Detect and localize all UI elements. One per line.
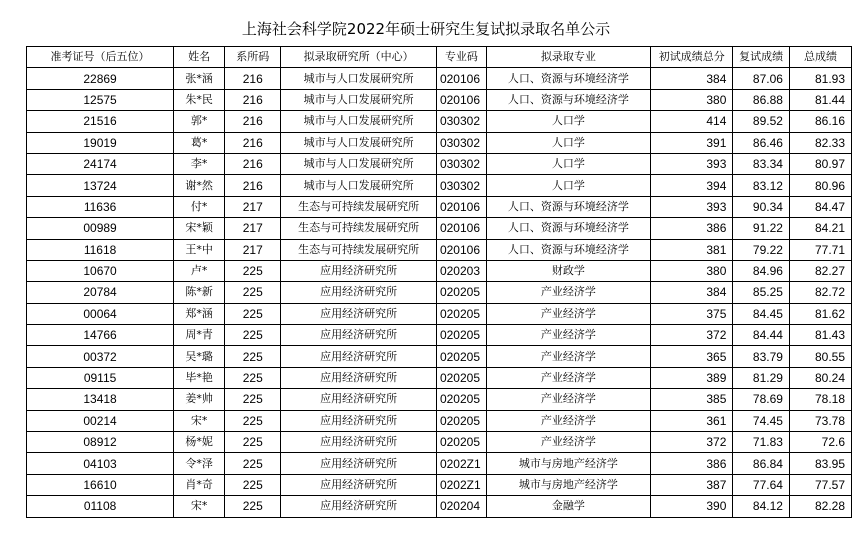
cell-total-score: 82.28 (789, 496, 851, 517)
cell-retest-score: 84.44 (733, 325, 790, 346)
cell-initial-score: 385 (651, 389, 733, 410)
cell-major: 人口、资源与环境经济学 (486, 239, 650, 260)
header-total-score: 总成绩 (789, 47, 851, 68)
cell-major-code: 030302 (436, 111, 486, 132)
cell-name: 毕*艳 (174, 367, 225, 388)
cell-dept-code: 225 (225, 410, 281, 431)
cell-retest-score: 78.69 (733, 389, 790, 410)
cell-retest-score: 83.34 (733, 153, 790, 174)
cell-major: 产业经济学 (486, 282, 650, 303)
cell-major-code: 0202Z1 (436, 453, 486, 474)
cell-major: 产业经济学 (486, 325, 650, 346)
cell-dept-code: 225 (225, 260, 281, 281)
cell-major-code: 020204 (436, 496, 486, 517)
table-row (27, 325, 852, 346)
cell-initial-score: 386 (651, 218, 733, 239)
table-row (27, 282, 852, 303)
cell-retest-score: 86.84 (733, 453, 790, 474)
table-row (27, 196, 852, 217)
cell-major: 产业经济学 (486, 346, 650, 367)
cell-institute: 应用经济研究所 (281, 496, 437, 517)
cell-major: 产业经济学 (486, 303, 650, 324)
header-dept-code: 系所码 (225, 47, 281, 68)
cell-initial-score: 386 (651, 453, 733, 474)
cell-initial-score: 384 (651, 68, 733, 89)
cell-initial-score: 390 (651, 496, 733, 517)
cell-exam-id: 24174 (27, 153, 174, 174)
cell-dept-code: 216 (225, 111, 281, 132)
cell-initial-score: 391 (651, 132, 733, 153)
cell-name: 宋*颖 (174, 218, 225, 239)
cell-major: 产业经济学 (486, 389, 650, 410)
cell-total-score: 73.78 (789, 410, 851, 431)
cell-total-score: 82.72 (789, 282, 851, 303)
cell-exam-id: 00989 (27, 218, 174, 239)
cell-major: 产业经济学 (486, 410, 650, 431)
cell-institute: 应用经济研究所 (281, 346, 437, 367)
cell-major: 金融学 (486, 496, 650, 517)
admission-table (26, 46, 852, 518)
cell-total-score: 81.93 (789, 68, 851, 89)
cell-initial-score: 384 (651, 282, 733, 303)
page-title: 上海社会科学院2022年硕士研究生复试拟录取名单公示 (241, 20, 611, 38)
header-retest-score: 复试成绩 (733, 47, 790, 68)
cell-major: 人口学 (486, 175, 650, 196)
cell-major-code: 030302 (436, 175, 486, 196)
cell-initial-score: 381 (651, 239, 733, 260)
cell-name: 郑*涵 (174, 303, 225, 324)
cell-major: 人口、资源与环境经济学 (486, 196, 650, 217)
table-row (27, 218, 852, 239)
cell-dept-code: 225 (225, 282, 281, 303)
cell-retest-score: 81.29 (733, 367, 790, 388)
cell-exam-id: 09115 (27, 367, 174, 388)
cell-exam-id: 11636 (27, 196, 174, 217)
cell-retest-score: 86.46 (733, 132, 790, 153)
cell-major-code: 020205 (436, 282, 486, 303)
cell-major-code: 020205 (436, 389, 486, 410)
cell-name: 姜*帅 (174, 389, 225, 410)
cell-retest-score: 87.06 (733, 68, 790, 89)
cell-major-code: 0202Z1 (436, 474, 486, 495)
cell-retest-score: 74.45 (733, 410, 790, 431)
table-row (27, 153, 852, 174)
cell-retest-score: 86.88 (733, 89, 790, 110)
cell-initial-score: 393 (651, 153, 733, 174)
cell-exam-id: 12575 (27, 89, 174, 110)
header-exam-id: 准考证号（后五位） (27, 47, 174, 68)
cell-exam-id: 13724 (27, 175, 174, 196)
cell-major-code: 020106 (436, 196, 486, 217)
cell-name: 朱*民 (174, 89, 225, 110)
cell-initial-score: 380 (651, 89, 733, 110)
cell-total-score: 82.33 (789, 132, 851, 153)
cell-institute: 生态与可持续发展研究所 (281, 196, 437, 217)
cell-dept-code: 217 (225, 218, 281, 239)
cell-major: 城市与房地产经济学 (486, 474, 650, 495)
cell-initial-score: 394 (651, 175, 733, 196)
cell-exam-id: 14766 (27, 325, 174, 346)
cell-total-score: 77.71 (789, 239, 851, 260)
cell-total-score: 81.62 (789, 303, 851, 324)
cell-total-score: 72.6 (789, 432, 851, 453)
cell-major-code: 020205 (436, 432, 486, 453)
cell-institute: 应用经济研究所 (281, 389, 437, 410)
cell-retest-score: 90.34 (733, 196, 790, 217)
cell-exam-id: 16610 (27, 474, 174, 495)
cell-dept-code: 225 (225, 474, 281, 495)
cell-institute: 应用经济研究所 (281, 325, 437, 346)
cell-retest-score: 83.79 (733, 346, 790, 367)
cell-exam-id: 11618 (27, 239, 174, 260)
cell-dept-code: 225 (225, 453, 281, 474)
cell-major: 人口、资源与环境经济学 (486, 68, 650, 89)
cell-institute: 城市与人口发展研究所 (281, 132, 437, 153)
cell-exam-id: 01108 (27, 496, 174, 517)
cell-retest-score: 85.25 (733, 282, 790, 303)
cell-exam-id: 13418 (27, 389, 174, 410)
cell-initial-score: 414 (651, 111, 733, 132)
cell-major-code: 020106 (436, 239, 486, 260)
cell-major: 城市与房地产经济学 (486, 453, 650, 474)
cell-retest-score: 77.64 (733, 474, 790, 495)
cell-dept-code: 225 (225, 389, 281, 410)
cell-dept-code: 225 (225, 303, 281, 324)
cell-major-code: 020106 (436, 89, 486, 110)
cell-retest-score: 91.22 (733, 218, 790, 239)
cell-major: 人口学 (486, 153, 650, 174)
cell-total-score: 86.16 (789, 111, 851, 132)
cell-dept-code: 216 (225, 89, 281, 110)
cell-name: 卢* (174, 260, 225, 281)
table-header-row (27, 47, 852, 68)
cell-name: 肖*奇 (174, 474, 225, 495)
cell-retest-score: 83.12 (733, 175, 790, 196)
cell-initial-score: 372 (651, 325, 733, 346)
cell-initial-score: 387 (651, 474, 733, 495)
cell-name: 李* (174, 153, 225, 174)
cell-exam-id: 00214 (27, 410, 174, 431)
cell-initial-score: 380 (651, 260, 733, 281)
cell-major: 产业经济学 (486, 367, 650, 388)
cell-total-score: 81.43 (789, 325, 851, 346)
cell-initial-score: 372 (651, 432, 733, 453)
cell-name: 郭* (174, 111, 225, 132)
cell-major: 财政学 (486, 260, 650, 281)
cell-institute: 应用经济研究所 (281, 410, 437, 431)
cell-initial-score: 375 (651, 303, 733, 324)
cell-institute: 生态与可持续发展研究所 (281, 218, 437, 239)
cell-name: 张*涵 (174, 68, 225, 89)
table-row (27, 432, 852, 453)
table-body (27, 68, 852, 517)
cell-name: 谢*然 (174, 175, 225, 196)
cell-name: 王*中 (174, 239, 225, 260)
cell-major-code: 020106 (436, 218, 486, 239)
cell-institute: 城市与人口发展研究所 (281, 89, 437, 110)
cell-total-score: 81.44 (789, 89, 851, 110)
cell-initial-score: 389 (651, 367, 733, 388)
cell-dept-code: 225 (225, 325, 281, 346)
cell-dept-code: 216 (225, 132, 281, 153)
cell-initial-score: 361 (651, 410, 733, 431)
cell-name: 宋* (174, 410, 225, 431)
cell-institute: 应用经济研究所 (281, 474, 437, 495)
cell-major-code: 020205 (436, 346, 486, 367)
header-name: 姓名 (174, 47, 225, 68)
cell-name: 葛* (174, 132, 225, 153)
header-institute: 拟录取研究所（中心） (281, 47, 437, 68)
table-row (27, 132, 852, 153)
cell-exam-id: 04103 (27, 453, 174, 474)
cell-major-code: 030302 (436, 153, 486, 174)
cell-retest-score: 79.22 (733, 239, 790, 260)
cell-institute: 城市与人口发展研究所 (281, 111, 437, 132)
table-row (27, 303, 852, 324)
cell-dept-code: 216 (225, 68, 281, 89)
cell-name: 杨*妮 (174, 432, 225, 453)
cell-initial-score: 365 (651, 346, 733, 367)
cell-major-code: 020205 (436, 303, 486, 324)
table-row (27, 389, 852, 410)
cell-exam-id: 20784 (27, 282, 174, 303)
table-row (27, 111, 852, 132)
cell-exam-id: 22869 (27, 68, 174, 89)
cell-dept-code: 217 (225, 196, 281, 217)
header-initial-score: 初试成绩总分 (651, 47, 733, 68)
cell-exam-id: 19019 (27, 132, 174, 153)
cell-dept-code: 225 (225, 346, 281, 367)
cell-total-score: 82.27 (789, 260, 851, 281)
cell-dept-code: 225 (225, 496, 281, 517)
cell-exam-id: 00064 (27, 303, 174, 324)
cell-institute: 应用经济研究所 (281, 303, 437, 324)
cell-total-score: 78.18 (789, 389, 851, 410)
cell-dept-code: 225 (225, 367, 281, 388)
cell-major: 人口学 (486, 132, 650, 153)
cell-total-score: 80.24 (789, 367, 851, 388)
cell-major-code: 020205 (436, 410, 486, 431)
cell-name: 付* (174, 196, 225, 217)
table-row (27, 89, 852, 110)
cell-major-code: 020203 (436, 260, 486, 281)
cell-major: 人口、资源与环境经济学 (486, 89, 650, 110)
cell-major-code: 020205 (436, 325, 486, 346)
table-row (27, 175, 852, 196)
cell-total-score: 80.55 (789, 346, 851, 367)
cell-retest-score: 84.45 (733, 303, 790, 324)
table-row (27, 410, 852, 431)
cell-name: 陈*新 (174, 282, 225, 303)
cell-total-score: 77.57 (789, 474, 851, 495)
cell-retest-score: 89.52 (733, 111, 790, 132)
cell-institute: 生态与可持续发展研究所 (281, 239, 437, 260)
cell-major: 人口学 (486, 111, 650, 132)
table-row (27, 239, 852, 260)
cell-exam-id: 10670 (27, 260, 174, 281)
cell-total-score: 80.96 (789, 175, 851, 196)
cell-major: 产业经济学 (486, 432, 650, 453)
cell-retest-score: 84.96 (733, 260, 790, 281)
cell-total-score: 84.21 (789, 218, 851, 239)
cell-total-score: 84.47 (789, 196, 851, 217)
cell-name: 宋* (174, 496, 225, 517)
cell-exam-id: 08912 (27, 432, 174, 453)
cell-institute: 应用经济研究所 (281, 367, 437, 388)
cell-dept-code: 216 (225, 175, 281, 196)
cell-dept-code: 216 (225, 153, 281, 174)
cell-exam-id: 21516 (27, 111, 174, 132)
cell-institute: 城市与人口发展研究所 (281, 153, 437, 174)
header-major-code: 专业码 (436, 47, 486, 68)
cell-retest-score: 71.83 (733, 432, 790, 453)
cell-name: 令*泽 (174, 453, 225, 474)
table-row (27, 68, 852, 89)
header-major: 拟录取专业 (486, 47, 650, 68)
cell-retest-score: 84.12 (733, 496, 790, 517)
table-row (27, 260, 852, 281)
cell-institute: 应用经济研究所 (281, 432, 437, 453)
cell-major-code: 020205 (436, 367, 486, 388)
cell-total-score: 83.95 (789, 453, 851, 474)
table-row (27, 496, 852, 517)
table-row (27, 474, 852, 495)
cell-institute: 应用经济研究所 (281, 453, 437, 474)
cell-institute: 城市与人口发展研究所 (281, 175, 437, 196)
cell-institute: 应用经济研究所 (281, 282, 437, 303)
cell-total-score: 80.97 (789, 153, 851, 174)
cell-major-code: 030302 (436, 132, 486, 153)
table-row (27, 346, 852, 367)
cell-major-code: 020106 (436, 68, 486, 89)
cell-dept-code: 225 (225, 432, 281, 453)
cell-institute: 城市与人口发展研究所 (281, 68, 437, 89)
cell-exam-id: 00372 (27, 346, 174, 367)
table-row (27, 367, 852, 388)
cell-institute: 应用经济研究所 (281, 260, 437, 281)
cell-dept-code: 217 (225, 239, 281, 260)
table-row (27, 453, 852, 474)
cell-major: 人口、资源与环境经济学 (486, 218, 650, 239)
cell-initial-score: 393 (651, 196, 733, 217)
cell-name: 吴*璐 (174, 346, 225, 367)
cell-name: 周*青 (174, 325, 225, 346)
